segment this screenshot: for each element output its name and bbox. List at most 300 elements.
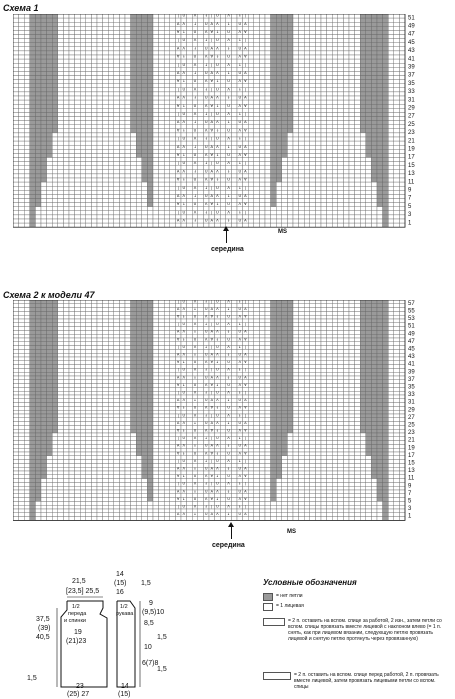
- scheme1-cell: [304, 153, 310, 157]
- scheme1-cell: [58, 211, 64, 215]
- scheme2-cell: [58, 327, 64, 331]
- scheme1-cell: [220, 121, 226, 125]
- scheme1-cell: [299, 112, 305, 116]
- scheme2-cell: [343, 327, 349, 331]
- scheme1-cell: [24, 71, 30, 75]
- scheme1-cell: [63, 153, 69, 157]
- scheme2-cell: [366, 304, 372, 308]
- scheme1-cell: [142, 63, 148, 67]
- scheme1-cell: [276, 67, 282, 71]
- scheme1-cell: [332, 203, 338, 207]
- scheme2-cell: [80, 300, 86, 304]
- scheme1-cell: [338, 55, 344, 59]
- scheme1-cell: [287, 125, 293, 129]
- scheme1-stitch-symbol: ↓: [204, 38, 208, 43]
- scheme1-cell: [399, 162, 405, 166]
- scheme2-cell: [164, 349, 170, 353]
- scheme1-cell: [19, 117, 25, 121]
- scheme1-cell: [271, 219, 277, 223]
- scheme1-cell: [366, 182, 372, 186]
- scheme1-cell: [80, 170, 86, 174]
- scheme1-cell: [287, 170, 293, 174]
- scheme1-cell: [304, 223, 310, 227]
- scheme1-cell: [276, 121, 282, 125]
- scheme1-cell: [287, 59, 293, 63]
- scheme2-cell: [271, 346, 277, 350]
- scheme1-cell: [265, 80, 271, 84]
- scheme1-cell: [35, 108, 41, 112]
- scheme1-cell: [63, 59, 69, 63]
- scheme1-cell: [265, 104, 271, 108]
- scheme2-stitch-symbol: Λ: [238, 314, 241, 319]
- scheme1-cell: [327, 22, 333, 26]
- scheme1-cell: [97, 112, 103, 116]
- scheme1-cell: [315, 203, 321, 207]
- scheme1-cell: [63, 117, 69, 121]
- scheme1-cell: [131, 14, 137, 18]
- scheme1-cell: [153, 199, 159, 203]
- scheme2-cell: [304, 346, 310, 350]
- scheme1-cell: [35, 125, 41, 129]
- scheme1-cell: [332, 137, 338, 141]
- scheme1-cell: [355, 30, 361, 34]
- scheme1-cell: [119, 112, 125, 116]
- scheme1-cell: [271, 51, 277, 55]
- scheme1-cell: [125, 149, 131, 153]
- scheme2-cell: [315, 342, 321, 346]
- scheme1-stitch-symbol: Λ: [238, 103, 242, 108]
- scheme1-cell: [276, 141, 282, 145]
- scheme1-cell: [282, 129, 288, 133]
- scheme1-stitch-symbol: U: [193, 202, 197, 207]
- scheme2-cell: [13, 353, 19, 357]
- scheme1-cell: [259, 125, 265, 129]
- scheme2-cell: [108, 315, 114, 319]
- scheme1-cell: [248, 92, 254, 96]
- scheme1-cell: [304, 215, 310, 219]
- scheme1-cell: [321, 166, 327, 170]
- scheme1-cell: [198, 162, 204, 166]
- scheme1-cell: [80, 18, 86, 22]
- scheme2-cell: [153, 327, 159, 331]
- scheme1-cell: [299, 76, 305, 80]
- scheme1-cell: [58, 76, 64, 80]
- scheme1-cell: [97, 51, 103, 55]
- scheme2-cell: [13, 319, 19, 323]
- scheme1-cell: [360, 104, 366, 108]
- scheme1-cell: [388, 207, 394, 211]
- scheme1-cell: [80, 133, 86, 137]
- scheme2-cell: [276, 346, 282, 350]
- scheme1-stitch-symbol: |: [177, 112, 179, 116]
- scheme1-cell: [343, 141, 349, 145]
- scheme1-cell: [86, 170, 92, 174]
- scheme1-cell: [131, 84, 137, 88]
- scheme1-cell: [220, 59, 226, 63]
- scheme2-cell: [355, 330, 361, 334]
- scheme2-cell: [254, 300, 260, 304]
- scheme1-cell: [282, 215, 288, 219]
- scheme1-cell: [366, 63, 372, 67]
- scheme1-cell: [147, 92, 153, 96]
- scheme1-stitch-symbol: ∀: [210, 30, 214, 34]
- scheme1-stitch-symbol: Λ: [193, 87, 197, 92]
- scheme1-cell: [360, 92, 366, 96]
- scheme1-cell: [327, 145, 333, 149]
- scheme1-cell: [147, 63, 153, 67]
- scheme1-cell: [355, 26, 361, 30]
- scheme1-cell: [304, 133, 310, 137]
- scheme1-cell: [164, 55, 170, 59]
- scheme1-cell: [304, 35, 310, 39]
- scheme1-cell: [80, 174, 86, 178]
- scheme2-cell: [198, 327, 204, 331]
- scheme1-stitch-symbol: A: [176, 120, 180, 125]
- scheme2-cell: [220, 300, 226, 304]
- scheme1-cell: [41, 223, 47, 227]
- scheme1-cell: [383, 133, 389, 137]
- scheme1-cell: [371, 22, 377, 26]
- scheme1-cell: [35, 194, 41, 198]
- scheme1-cell: [315, 88, 321, 92]
- scheme1-cell: [315, 67, 321, 71]
- scheme1-cell: [187, 22, 193, 26]
- scheme2-cell: [299, 334, 305, 338]
- scheme1-cell: [394, 22, 400, 26]
- scheme1-cell: [103, 190, 109, 194]
- scheme1-cell: [220, 178, 226, 182]
- scheme1-cell: [153, 51, 159, 55]
- scheme1-cell: [259, 182, 265, 186]
- scheme2-cell: [63, 308, 69, 312]
- scheme1-cell: [91, 153, 97, 157]
- scheme1-cell: [119, 153, 125, 157]
- scheme1-cell: [24, 207, 30, 211]
- scheme1-cell: [119, 203, 125, 207]
- scheme2-cell: [248, 334, 254, 338]
- scheme1-cell: [108, 76, 114, 80]
- scheme1-cell: [114, 104, 120, 108]
- scheme1-cell: [52, 67, 58, 71]
- scheme2-cell: [125, 304, 131, 308]
- scheme1-cell: [271, 121, 277, 125]
- scheme1-cell: [248, 190, 254, 194]
- scheme1-cell: [287, 108, 293, 112]
- scheme1-row-number: 29: [408, 105, 415, 112]
- scheme1-cell: [164, 170, 170, 174]
- scheme1-cell: [136, 71, 142, 75]
- scheme1-cell: [321, 71, 327, 75]
- scheme1-cell: [187, 51, 193, 55]
- scheme2-cell: [332, 338, 338, 342]
- scheme2-cell: [220, 327, 226, 331]
- scheme1-cell: [355, 194, 361, 198]
- scheme1-cell: [355, 223, 361, 227]
- scheme1-cell: [75, 14, 81, 18]
- scheme2-cell: [360, 349, 366, 353]
- scheme1-cell: [86, 30, 92, 34]
- scheme1-cell: [254, 117, 260, 121]
- scheme1-cell: [315, 207, 321, 211]
- scheme1-cell: [63, 207, 69, 211]
- scheme1-cell: [58, 162, 64, 166]
- scheme1-cell: [399, 71, 405, 75]
- scheme1-stitch-symbol: ∀: [210, 202, 214, 207]
- scheme2-cell: [338, 308, 344, 312]
- scheme2-cell: [30, 353, 36, 357]
- scheme1-cell: [259, 174, 265, 178]
- scheme1-cell: [282, 47, 288, 51]
- scheme2-cell: [108, 308, 114, 312]
- scheme1-cell: [248, 149, 254, 153]
- scheme2-cell: [153, 338, 159, 342]
- scheme1-cell: [248, 51, 254, 55]
- scheme2-cell: [360, 319, 366, 323]
- scheme1-cell: [394, 88, 400, 92]
- scheme1-cell: [282, 125, 288, 129]
- scheme1-cell: [170, 153, 176, 157]
- scheme2-cell: [276, 342, 282, 346]
- scheme1-cell: [19, 55, 25, 59]
- scheme1-cell: [153, 59, 159, 63]
- scheme1-cell: [332, 26, 338, 30]
- scheme2-cell: [19, 327, 25, 331]
- scheme1-cell: [97, 207, 103, 211]
- scheme1-cell: [304, 80, 310, 84]
- scheme2-cell: [58, 319, 64, 323]
- scheme1-cell: [355, 59, 361, 63]
- scheme1-cell: [299, 141, 305, 145]
- scheme1-cell: [399, 137, 405, 141]
- scheme1-cell: [19, 96, 25, 100]
- scheme1-cell: [394, 170, 400, 174]
- scheme1-cell: [97, 67, 103, 71]
- scheme2-cell: [63, 338, 69, 342]
- scheme1-cell: [377, 76, 383, 80]
- scheme2-cell: [63, 319, 69, 323]
- scheme1-cell: [198, 223, 204, 227]
- scheme1-cell: [383, 55, 389, 59]
- scheme1-cell: [24, 162, 30, 166]
- scheme1-cell: [394, 117, 400, 121]
- scheme1-stitch-symbol: Λ: [204, 128, 208, 133]
- scheme1-cell: [265, 182, 271, 186]
- scheme2-cell: [147, 334, 153, 338]
- scheme1-stitch-symbol: ↓: [238, 112, 242, 116]
- scheme1-cell: [198, 84, 204, 88]
- scheme2-cell: [220, 319, 226, 323]
- scheme1-cell: [265, 96, 271, 100]
- scheme1-cell: [248, 141, 254, 145]
- scheme1-stitch-symbol: Λ: [227, 161, 230, 166]
- scheme1-cell: [310, 100, 316, 104]
- scheme2-cell: [147, 346, 153, 350]
- scheme1-cell: [170, 199, 176, 203]
- scheme2-cell: [187, 311, 193, 315]
- scheme2-cell: [52, 349, 58, 353]
- scheme1-cell: [220, 219, 226, 223]
- scheme1-cell: [41, 92, 47, 96]
- scheme1-cell: [198, 207, 204, 211]
- scheme1-cell: [276, 51, 282, 55]
- scheme1-cell: [338, 43, 344, 47]
- scheme1-cell: [103, 166, 109, 170]
- scheme2-stitch-symbol: A: [244, 306, 247, 311]
- scheme1-cell: [136, 30, 142, 34]
- scheme2-cell: [388, 346, 394, 350]
- scheme1-cell: [377, 194, 383, 198]
- scheme1-cell: [125, 63, 131, 67]
- scheme1-stitch-symbol: A: [210, 120, 214, 125]
- scheme1-cell: [153, 149, 159, 153]
- scheme1-cell: [170, 162, 176, 166]
- scheme1-cell: [310, 162, 316, 166]
- scheme1-cell: [13, 84, 19, 88]
- scheme1-cell: [271, 215, 277, 219]
- scheme1-cell: [287, 203, 293, 207]
- scheme1-cell: [321, 207, 327, 211]
- scheme2-cell: [142, 308, 148, 312]
- scheme1-cell: [153, 76, 159, 80]
- scheme1-cell: [332, 141, 338, 145]
- scheme1-stitch-symbol: A: [176, 169, 180, 174]
- scheme2-cell: [231, 300, 237, 304]
- scheme1-cell: [220, 149, 226, 153]
- scheme1-cell: [86, 137, 92, 141]
- scheme1-cell: [114, 223, 120, 227]
- scheme2-cell: [47, 349, 53, 353]
- scheme1-cell: [360, 207, 366, 211]
- scheme2-cell: [24, 300, 30, 304]
- scheme1-cell: [13, 112, 19, 116]
- scheme1-cell: [170, 129, 176, 133]
- scheme1-cell: [259, 43, 265, 47]
- scheme1-cell: [97, 80, 103, 84]
- scheme1-cell: [276, 117, 282, 121]
- scheme2-cell: [377, 323, 383, 327]
- scheme1-cell: [327, 125, 333, 129]
- scheme1-cell: [388, 145, 394, 149]
- scheme1-cell: [343, 215, 349, 219]
- scheme1-cell: [86, 223, 92, 227]
- scheme1-cell: [125, 59, 131, 63]
- scheme1-cell: [220, 18, 226, 22]
- scheme1-stitch-symbol: ∀: [176, 54, 180, 59]
- scheme1-cell: [159, 190, 165, 194]
- scheme1-cell: [355, 14, 361, 18]
- scheme1-cell: [276, 211, 282, 215]
- scheme2-cell: [355, 327, 361, 331]
- scheme1-cell: [310, 211, 316, 215]
- scheme1-cell: [24, 35, 30, 39]
- scheme1-cell: [276, 22, 282, 26]
- scheme1-stitch-symbol: Λ: [227, 185, 230, 190]
- scheme1-cell: [13, 96, 19, 100]
- scheme1-cell: [388, 141, 394, 145]
- scheme2-cell: [271, 334, 277, 338]
- scheme2-cell: [394, 334, 400, 338]
- scheme1-cell: [282, 96, 288, 100]
- scheme1-cell: [366, 207, 372, 211]
- scheme1-cell: [35, 84, 41, 88]
- scheme1-cell: [327, 51, 333, 55]
- scheme1-cell: [355, 125, 361, 129]
- scheme1-cell: [327, 137, 333, 141]
- scheme1-cell: [58, 14, 64, 18]
- scheme1-cell: [248, 215, 254, 219]
- scheme2-cell: [259, 342, 265, 346]
- scheme1-stitch-symbol: U: [216, 112, 219, 116]
- scheme1-cell: [24, 211, 30, 215]
- scheme2-cell: [310, 304, 316, 308]
- scheme2-stitch-symbol: U: [216, 322, 219, 327]
- scheme2-cell: [63, 323, 69, 327]
- scheme1-cell: [170, 178, 176, 182]
- scheme1-cell: [349, 39, 355, 43]
- scheme2-cell: [147, 353, 153, 357]
- scheme1-cell: [142, 190, 148, 194]
- scheme1-cell: [327, 121, 333, 125]
- scheme1-cell: [388, 133, 394, 137]
- scheme1-cell: [231, 67, 237, 71]
- scheme1-cell: [349, 43, 355, 47]
- scheme1-stitch-symbol: |: [244, 112, 247, 116]
- scheme1-cell: [75, 55, 81, 59]
- scheme1-cell: [198, 199, 204, 203]
- scheme1-cell: [304, 92, 310, 96]
- scheme1-cell: [30, 166, 36, 170]
- scheme1-cell: [360, 125, 366, 129]
- scheme1-cell: [164, 182, 170, 186]
- scheme1-cell: [355, 141, 361, 145]
- scheme1-stitch-symbol: ↓: [227, 194, 231, 198]
- scheme1-cell: [220, 153, 226, 157]
- scheme1-cell: [41, 121, 47, 125]
- scheme2-cell: [282, 323, 288, 327]
- scheme1-cell: [142, 145, 148, 149]
- scheme1-cell: [52, 80, 58, 84]
- scheme1-cell: [136, 194, 142, 198]
- scheme1-cell: [164, 112, 170, 116]
- scheme1-cell: [282, 133, 288, 137]
- scheme1-cell: [377, 35, 383, 39]
- scheme1-cell: [315, 84, 321, 88]
- scheme2-cell: [75, 327, 81, 331]
- scheme1-cell: [299, 63, 305, 67]
- scheme2-cell: [321, 315, 327, 319]
- scheme1-stitch-symbol: ∀: [244, 54, 247, 59]
- scheme2-cell: [91, 327, 97, 331]
- scheme2-cell: [371, 327, 377, 331]
- scheme1-cell: [131, 133, 137, 137]
- scheme1-cell: [377, 51, 383, 55]
- scheme1-cell: [86, 39, 92, 43]
- scheme1-cell: [103, 149, 109, 153]
- scheme1-cell: [327, 80, 333, 84]
- scheme1-cell: [103, 125, 109, 129]
- scheme1-cell: [103, 158, 109, 162]
- scheme2-cell: [19, 308, 25, 312]
- scheme1-cell: [114, 96, 120, 100]
- scheme1-cell: [315, 96, 321, 100]
- scheme1-cell: [80, 55, 86, 59]
- scheme1-cell: [293, 199, 299, 203]
- scheme2-cell: [343, 342, 349, 346]
- scheme1-cell: [399, 149, 405, 153]
- scheme1-cell: [147, 104, 153, 108]
- scheme2-cell: [399, 323, 405, 327]
- scheme1-cell: [360, 80, 366, 84]
